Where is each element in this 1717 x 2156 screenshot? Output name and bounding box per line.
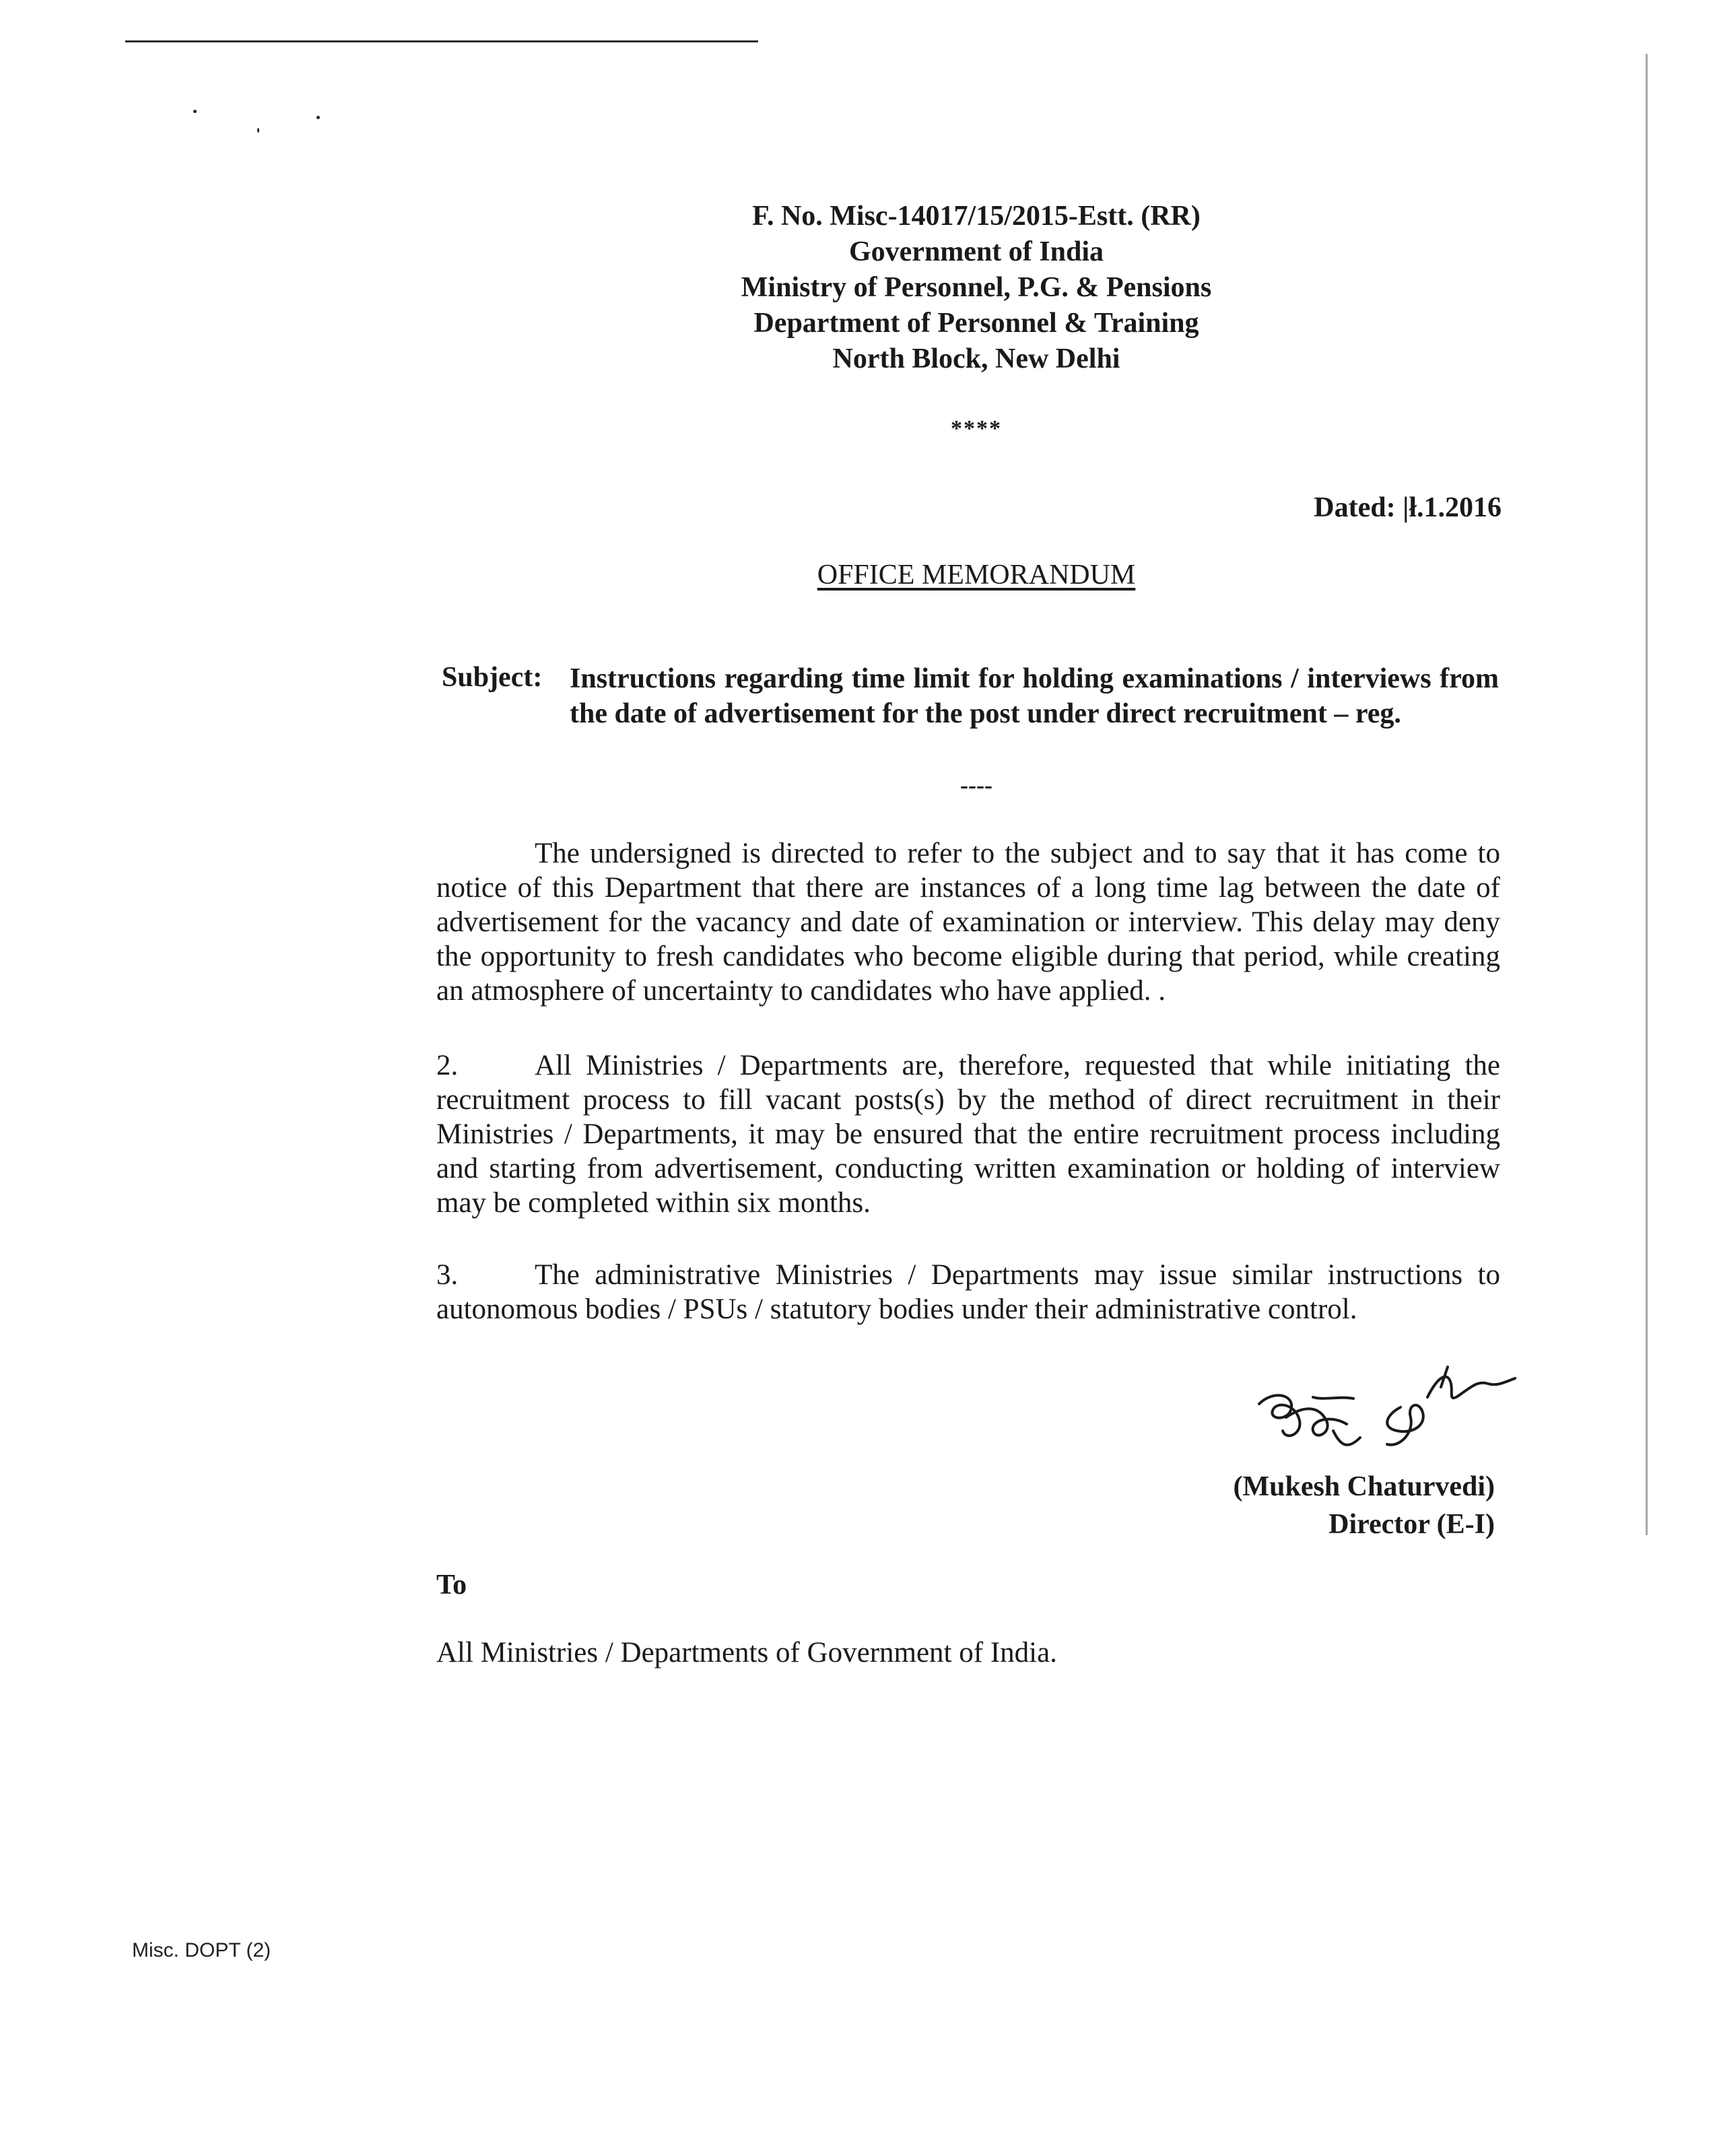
scan-speck — [193, 110, 197, 113]
memo-title: OFFICE MEMORANDUM — [817, 560, 1136, 591]
paragraph-text: All Ministries / Departments are, therefore, requested that while initiating the recruitment process to fill vacant posts(s) by the method of direct recruitment in their Ministries / Departments, it may be ensured that the entire recruitment process including and starting from advertisement, conducting written examination or holding of interview may be completed within six months. — [436, 1050, 1500, 1219]
paragraph-text: The administrative Ministries / Departments may issue similar instructions to autonomous bodies / PSUs / statutory bodies under their administrative control. — [436, 1259, 1500, 1325]
to-label: To — [436, 1570, 467, 1601]
letterhead — [606, 199, 1347, 377]
paragraph-text: The undersigned is directed to refer to the subject and to say that it has come to notice of this Department that there are instances of a long time lag between the date of advertisement for the vacancy and date of examination or interview. This delay may deny the opportunity to fresh candidates who become eligible during that period, while creating an atmosphere of uncertainty to candidates who have applied. . — [436, 838, 1500, 1007]
signatory-designation: Director (E-I) — [1328, 1509, 1495, 1540]
scan-speck — [257, 128, 259, 133]
government-name: Government of India — [849, 236, 1104, 267]
subject-label: Subject: — [442, 662, 543, 693]
office-address: North Block, New Delhi — [832, 343, 1120, 374]
paragraph-number: 3. — [436, 1259, 459, 1291]
section-separator: ---- — [960, 772, 992, 799]
paragraph-number: 2. — [436, 1050, 459, 1081]
subject-text: Instructions regarding time limit for holding examinations / interviews from the date of advertisement for the post under direct recruitment – reg. — [570, 663, 1499, 729]
recipient-line: All Ministries / Departments of Government of India. — [436, 1637, 1057, 1669]
scan-right-edge — [1646, 54, 1648, 1535]
file-number: F. No. Misc-14017/15/2015-Estt. (RR) — [752, 201, 1201, 232]
footer-reference: Misc. DOPT (2) — [132, 1939, 271, 1961]
scan-speck — [316, 116, 320, 119]
handwritten-signature — [1246, 1357, 1528, 1471]
signatory-name: (Mukesh Chaturvedi) — [1233, 1471, 1495, 1502]
ministry-name: Ministry of Personnel, P.G. & Pensions — [741, 272, 1212, 303]
signatory-block — [1145, 1468, 1495, 1543]
department-name: Department of Personnel & Training — [753, 308, 1199, 339]
date-line: Dated: |ł.1.2016 — [1314, 492, 1502, 523]
header-stars: **** — [951, 416, 1002, 441]
scan-top-rule — [125, 40, 758, 42]
paragraph-2 — [436, 1048, 1500, 1220]
paragraph-3 — [436, 1258, 1500, 1326]
paragraph-1 — [436, 836, 1500, 1008]
